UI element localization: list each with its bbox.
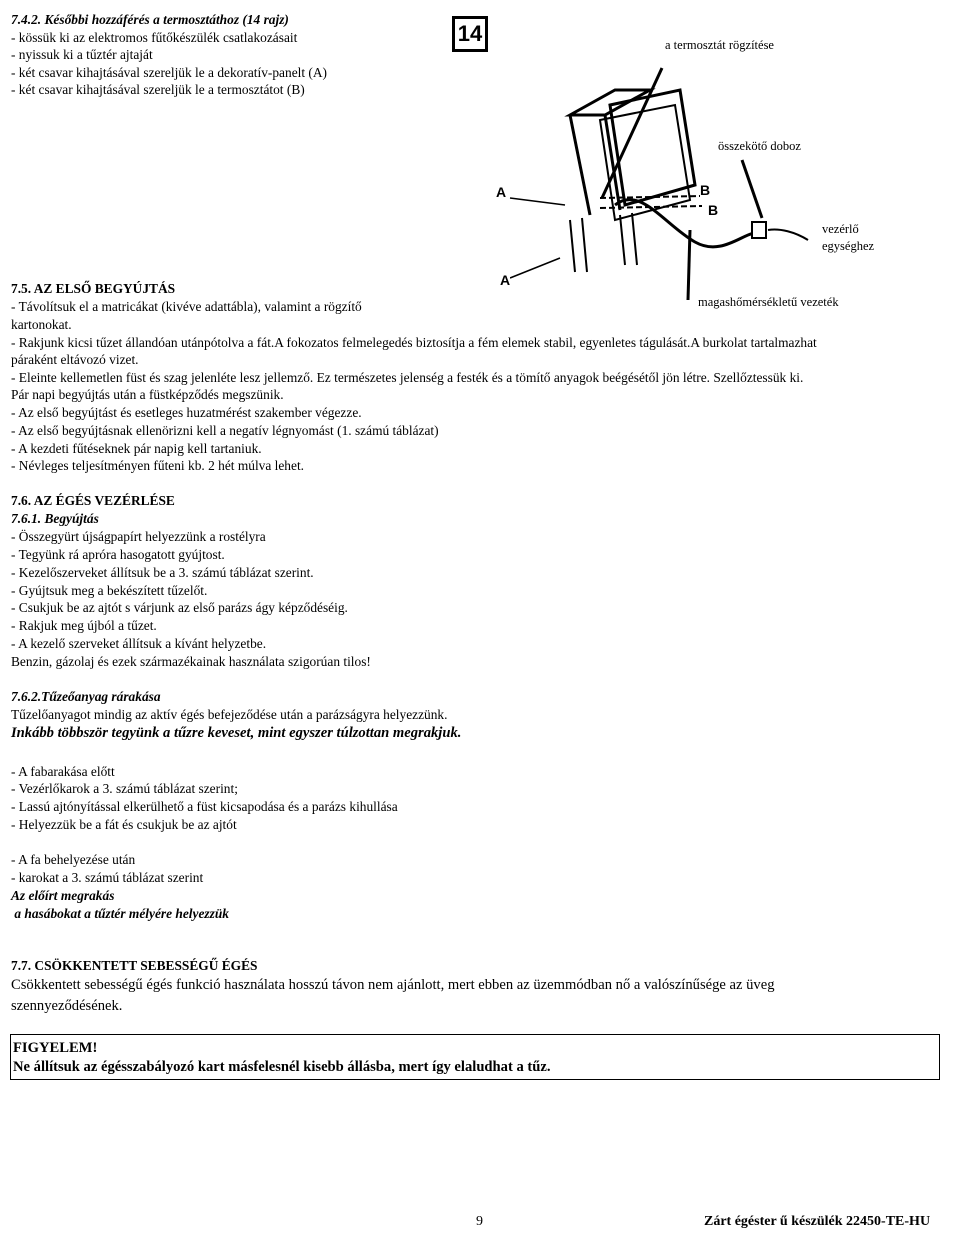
list-item: - két csavar kihajtásával szereljük le a termosztátot (B) <box>11 82 305 97</box>
paragraph: szennyeződésének. <box>11 998 123 1014</box>
list-item: páraként eltávozó vizet. <box>11 352 139 367</box>
list-item: - Helyezzük be a fát és csukjuk be az ajtót <box>11 817 237 832</box>
emphasis-line: Inkább többször tegyünk a tűzre keveset, mint egyszer túlzottan megrakjuk. <box>11 725 462 741</box>
prescribed-text: a hasábokat a tűztér mélyére helyezzük <box>11 906 229 921</box>
list-item: - Rakjunk kicsi tűzet állandóan utánpótolva a fát.A fokozatos felmelegedés biztosítja a fém elemek stabil, egyenletes tágulását.A burkolat tartalmazhat <box>11 335 817 350</box>
label-a-top: A <box>496 184 507 200</box>
section-77-heading: 7.7. CSÖKKENTETT SEBESSÉGŰ ÉGÉS <box>11 958 258 973</box>
footer-product: Zárt égéster ű készülék 22450-TE-HU <box>704 1214 931 1229</box>
label-a-bottom: A <box>500 272 511 288</box>
section-761-heading: 7.6.1. Begyújtás <box>11 511 99 526</box>
label-cable: magashőmérsékletű vezeték <box>698 295 839 309</box>
list-item: - Az első begyújtást és esetleges huzatmérést szakember végezze. <box>11 405 362 420</box>
figure-number-badge: 14 <box>452 16 488 52</box>
section-762-heading: 7.6.2.Tűzeőanyag rárakása <box>11 689 161 704</box>
paragraph: Tűzelőanyagot mindig az aktív égés befejeződése után a parázságyra helyezzünk. <box>11 707 448 722</box>
list-item: - Névleges teljesítményen fűteni kb. 2 hét múlva lehet. <box>11 458 305 473</box>
label-junction-box: összekötő doboz <box>718 139 801 153</box>
list-item: - nyissuk ki a tűztér ajtaját <box>11 47 153 62</box>
list-item: - Az első begyújtásnak ellenörizni kell a negatív légnyomást (1. számú táblázat) <box>11 423 439 438</box>
list-item: - A kezdeti fűtéseknek pár napig kell tartaniuk. <box>11 441 262 456</box>
label-b-top: B <box>700 182 711 198</box>
label-control-unit-2: egységhez <box>822 239 875 253</box>
list-item: - Eleinte kellemetlen füst és szag jelenléte lesz jellemző. Ez természetes jelenség a festék és a tömítő anyagok beégésétől jön létre. Szellőztessük ki. <box>11 370 804 385</box>
prescribed-heading: Az előírt megrakás <box>11 888 115 903</box>
label-b-bottom: B <box>708 202 719 218</box>
thermostat-diagram <box>450 10 930 320</box>
list-item: kartonokat. <box>11 317 72 332</box>
list-item: - Összegyürt újságpapírt helyezzünk a rostélyra <box>11 529 266 544</box>
list-item: - kössük ki az elektromos fűtőkészülék csatlakozásait <box>11 30 298 45</box>
list-item: - A fa behelyezése után <box>11 852 136 867</box>
page-number: 9 <box>476 1214 483 1229</box>
list-item: - A fabarakása előtt <box>11 764 115 779</box>
list-item: - Kezelőszerveket állítsuk be a 3. számú táblázat szerint. <box>11 565 314 580</box>
list-item: - Vezérlőkarok a 3. számú táblázat szerint; <box>11 781 238 796</box>
warning-line: Benzin, gázolaj és ezek származékainak használata szigorúan tilos! <box>11 654 371 669</box>
list-item: - Távolítsuk el a matricákat (kivéve adattábla), valamint a rögzítő <box>11 299 362 314</box>
section-75-heading: 7.5. AZ ELSŐ BEGYÚJTÁS <box>11 281 176 296</box>
label-thermostat-fix: a termosztát rögzítése <box>665 38 774 52</box>
section-76-heading: 7.6. AZ ÉGÉS VEZÉRLÉSE <box>11 493 175 508</box>
list-item: - Rakjuk meg újból a tűzet. <box>11 618 157 633</box>
warning-text: Ne állítsuk az égésszabályozó kart másfelesnél kisebb állásba, mert így elaludhat a tűz. <box>13 1059 551 1075</box>
list-item: Pár napi begyújtás után a füstképződés megszünik. <box>11 387 284 402</box>
list-item: - A kezelő szerveket állítsuk a kívánt helyzetbe. <box>11 636 267 651</box>
list-item: - Lassú ajtónyítással elkerülhető a füst kicsapodása és a parázs kihullása <box>11 799 398 814</box>
warning-box <box>10 1034 940 1080</box>
list-item: - Gyújtsuk meg a bekészített tűzelőt. <box>11 583 208 598</box>
label-control-unit-1: vezérlő <box>822 222 859 236</box>
list-item: - Tegyünk rá apróra hasogatott gyújtost. <box>11 547 225 562</box>
list-item: - karokat a 3. számú táblázat szerint <box>11 870 204 885</box>
list-item: - két csavar kihajtásával szereljük le a dekoratív-panelt (A) <box>11 65 328 80</box>
paragraph: Csökkentett sebességű égés funkció használata hosszú távon nem ajánlott, mert ebben az üzemmódban nő a valószínűsége az üveg <box>11 977 775 993</box>
warning-title: FIGYELEM! <box>13 1040 98 1056</box>
section-742-heading: 7.4.2. Későbbi hozzáférés a termosztáthoz (14 rajz) <box>11 12 289 27</box>
list-item: - Csukjuk be az ajtót s várjunk az első parázs ágy képződéséig. <box>11 600 348 615</box>
